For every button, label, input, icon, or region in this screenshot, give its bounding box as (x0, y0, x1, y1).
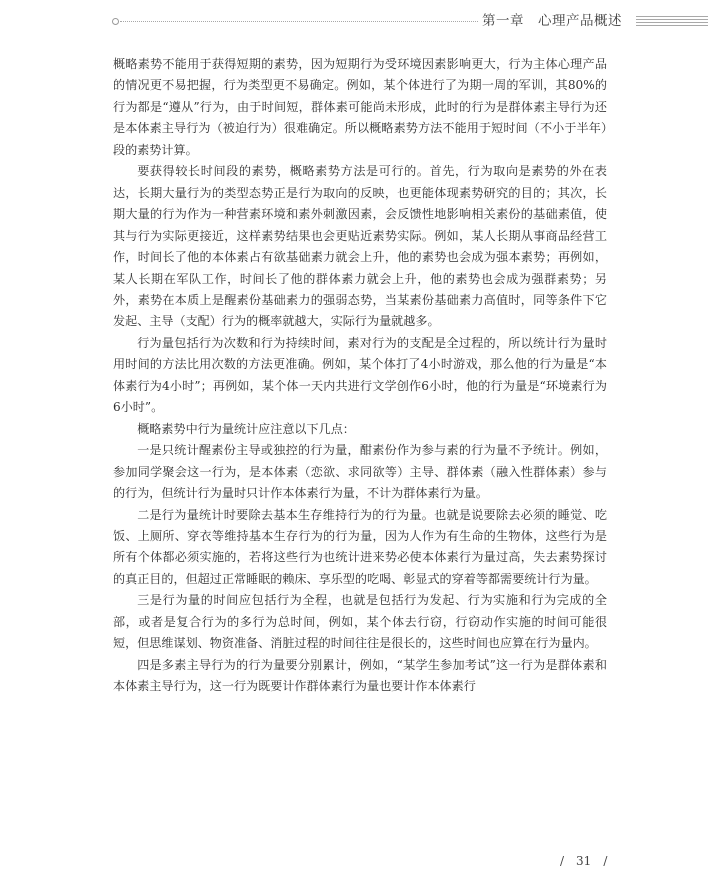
paragraph-3: 行为量包括行为次数和行为持续时间，素对行为的支配是全过程的，所以统计行为量时用时间的方法比用次数的方法更准确。例如，某个体打了4小时游戏，那么他的行为量是“本体素行为4小时”；再例如，某个体一天内共进行文学创作6小时，他的行为量是“环境素行为6小时”。 (113, 335, 607, 415)
paragraph-4: 概略素势中行为量统计应注意以下几点： (137, 421, 355, 436)
header-dotted-rule (120, 21, 478, 22)
paragraph-5: 一是只统计醒素份主导或独控的行为量，酣素份作为参与素的行为量不予统计。例如，参加同学聚会这一行为，是本体素（恋欲、求同欲等）主导、群体素（融入性群体素）参与的行为，但统计行为量时只计作本体素行为量，不计为群体素行为量。 (113, 443, 607, 501)
paragraph-6: 二是行为量统计时要除去基本生存维持行为的行为量。也就是说要除去必须的睡觉、吃饭、上厕所、穿衣等维持基本生存行为的行为量，因为人作为有生命的生物体，这些行为是所有个体都必须实施的，若将这些行为也统计进来势必使本体素行为量过高，失去素势探讨的真正目的，但超过正常睡眠的赖床、享乐型的吃喝、彰显式的穿着等都需要统计行为量。 (113, 507, 607, 586)
body-text (113, 54, 607, 698)
paragraph-7: 三是行为量的时间应包括行为全程，也就是包括行为发起、行为实施和行为完成的全部，或者是复合行为的多行为总时间，例如，某个体去行窃，行窃动作实施的时间可能很短，但思维谋划、物资准备、消脏过程的时间往往是很长的，这些时间也应算在行为量内。 (113, 593, 607, 651)
page-number: / 31 / (560, 854, 608, 868)
paragraph-8: 四是多素主导行为的行为量要分别累计，例如，“某学生参加考试”这一行为是群体素和本体素主导行为，这一行为既要计作群体素行为量也要计作本体素行 (113, 657, 607, 694)
header-striped-ornament (636, 16, 708, 28)
running-header (112, 12, 708, 34)
paragraph-2: 要获得较长时间段的素势，概略素势方法是可行的。首先，行为取向是素势的外在表达，长期大量行为的类型态势正是行为取向的反映，也更能体现素势研究的目的；其次，长期大量的行为作为一种营素环境和素外刺激因素，会反馈性地影响相关素份的基础素值，使其与行为实际更接近，这样素势结果也会更贴近素势实际。例如，某人长期从事商品经营工作，时间长了他的本体素占有欲基础素力就会上升，他的素势也会成为强本素势；再例如，某人长期在军队工作，时间长了他的群体素力就会上升，他的素势也会成为强群素势；另外，素势在本质上是醒素份基础素力的强弱态势，当某素份基础素力高值时，同等条件下它发起、主导（支配）行为的概率就越大，实际行为量就越多。 (113, 164, 607, 329)
chapter-title: 第一章 心理产品概述 (482, 13, 622, 29)
header-circle-ornament (112, 18, 119, 25)
paragraph-1: 概略素势不能用于获得短期的素势，因为短期行为受环境因素影响更大，行为主体心理产品的情况更不易把握，行为类型更不易确定。例如，某个体进行了为期一周的军训，其80%的行为都是“遵从”行为，由于时间短，群体素可能尚未形成，此时的行为是群体素主导行为还是本体素主导行为（被迫行为）很难确定。所以概略素势方法不能用于短时间（不小于半年）段的素势计算。 (113, 57, 607, 157)
